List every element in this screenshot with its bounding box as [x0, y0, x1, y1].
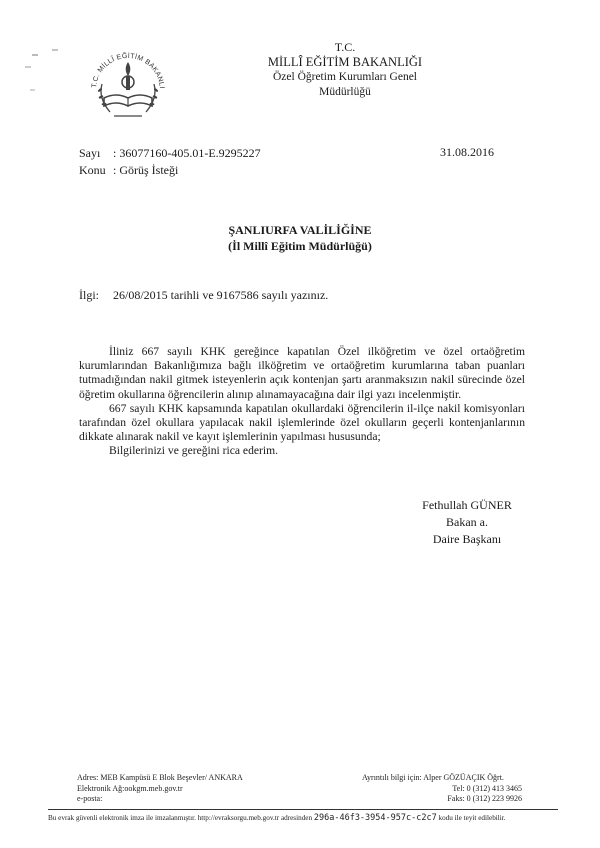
- subject-value: : Görüş İsteği: [113, 163, 179, 177]
- addressee-line2: (İl Millî Eğitim Müdürlüğü): [228, 239, 372, 253]
- footer-divider: [48, 809, 558, 810]
- verification-code: 296a-46f3-3954-957c-c2c7: [313, 813, 437, 823]
- number-label: Sayı: [79, 146, 101, 160]
- footer-contact-person: Ayrıntılı bilgi için: Alper GÖZÜAÇIK Öğrt.: [362, 773, 504, 782]
- number-value: : 36077160-405.01-E.9295227: [113, 146, 261, 160]
- subject-label: Konu: [79, 163, 106, 177]
- verification-prefix: Bu evrak güvenli elektronik imza ile imzalanmıştır. http://evraksorgu.meb.gov.tr adresinden: [48, 814, 313, 822]
- scan-artifact: [22, 45, 72, 105]
- signature-block: [402, 497, 532, 548]
- verification-note: [48, 813, 568, 823]
- footer-website: Elektronik Ağ:ookgm.meb.gov.tr: [77, 783, 183, 793]
- footer-address-line: Adres: MEB Kampüsü E Blok Beşevler/ ANKARA: [77, 773, 243, 782]
- letterhead: [250, 40, 440, 100]
- footer-fax: Faks: 0 (312) 223 9926: [447, 794, 522, 803]
- country-name: T.C.: [334, 40, 356, 54]
- signer-title: Daire Başkanı: [432, 532, 502, 546]
- reference-label: İlgi:: [79, 288, 99, 302]
- signer-name: Fethullah GÜNER: [422, 498, 512, 512]
- footer-address: [77, 773, 243, 805]
- verification-suffix: kodu ile teyit edilebilir.: [438, 814, 506, 822]
- ministry-name: MİLLÎ EĞİTİM BAKANLIĞI: [267, 55, 423, 69]
- number-row: [79, 145, 261, 162]
- meb-emblem-icon: [82, 40, 174, 132]
- subject-row: [79, 162, 261, 179]
- letter-meta: [79, 145, 261, 179]
- addressee-line1: ŞANLIURFA VALİLİĞİNE: [228, 223, 372, 237]
- letter-date: 31.08.2016: [440, 145, 494, 159]
- ministry-logo: [82, 40, 174, 132]
- body-paragraph-1: İliniz 667 sayılı KHK gereğince kapatılan Özel ilköğretim ve özel ortaöğretim kurumlarından Bakanlığımıza bağlı ilköğretim ve ortaöğretim kurumlarına taban puanları tutmadığından nakil gitmek isteyenlerin açık kontenjan şartı aranmaksızın nakil sürecinde özel öğretim okullarına öğrencilerin alınıp alınamayacağına dair ilgi yazı incelenmiştir.: [79, 345, 525, 401]
- body-paragraph-3: Bilgilerinizi ve gereğini rica ederim.: [109, 444, 279, 458]
- addressee: [200, 222, 400, 254]
- reference-value: 26/08/2015 tarihli ve 9167586 sayılı yazınız.: [113, 288, 329, 302]
- footer-contact: [362, 773, 522, 805]
- body-paragraph-2: 667 sayılı KHK kapsamında kapatılan okullardaki öğrencilerin il-ilçe nakil komisyonları tarafından özel okullara yapılacak nakil işlemlerinde özel okulların geçerli kontenjanlarının dikkate alınarak nakil ve kayıt işlemlerinin yapılması hususunda;: [79, 401, 525, 444]
- footer-email: e-posta:: [77, 794, 103, 803]
- letter-body: [79, 345, 525, 459]
- reference: [79, 288, 328, 303]
- directorate-name: Özel Öğretim Kurumları Genel Müdürlüğü: [272, 71, 418, 98]
- svg-text:T.C. MİLLÎ EĞİTİM BAKANLIĞI: [82, 40, 165, 89]
- logo-arc-text: T.C. MİLLÎ EĞİTİM BAKANLI: [91, 52, 165, 89]
- footer-phone: Tel: 0 (312) 413 3465: [452, 783, 522, 793]
- signer-on-behalf: Bakan a.: [446, 515, 488, 529]
